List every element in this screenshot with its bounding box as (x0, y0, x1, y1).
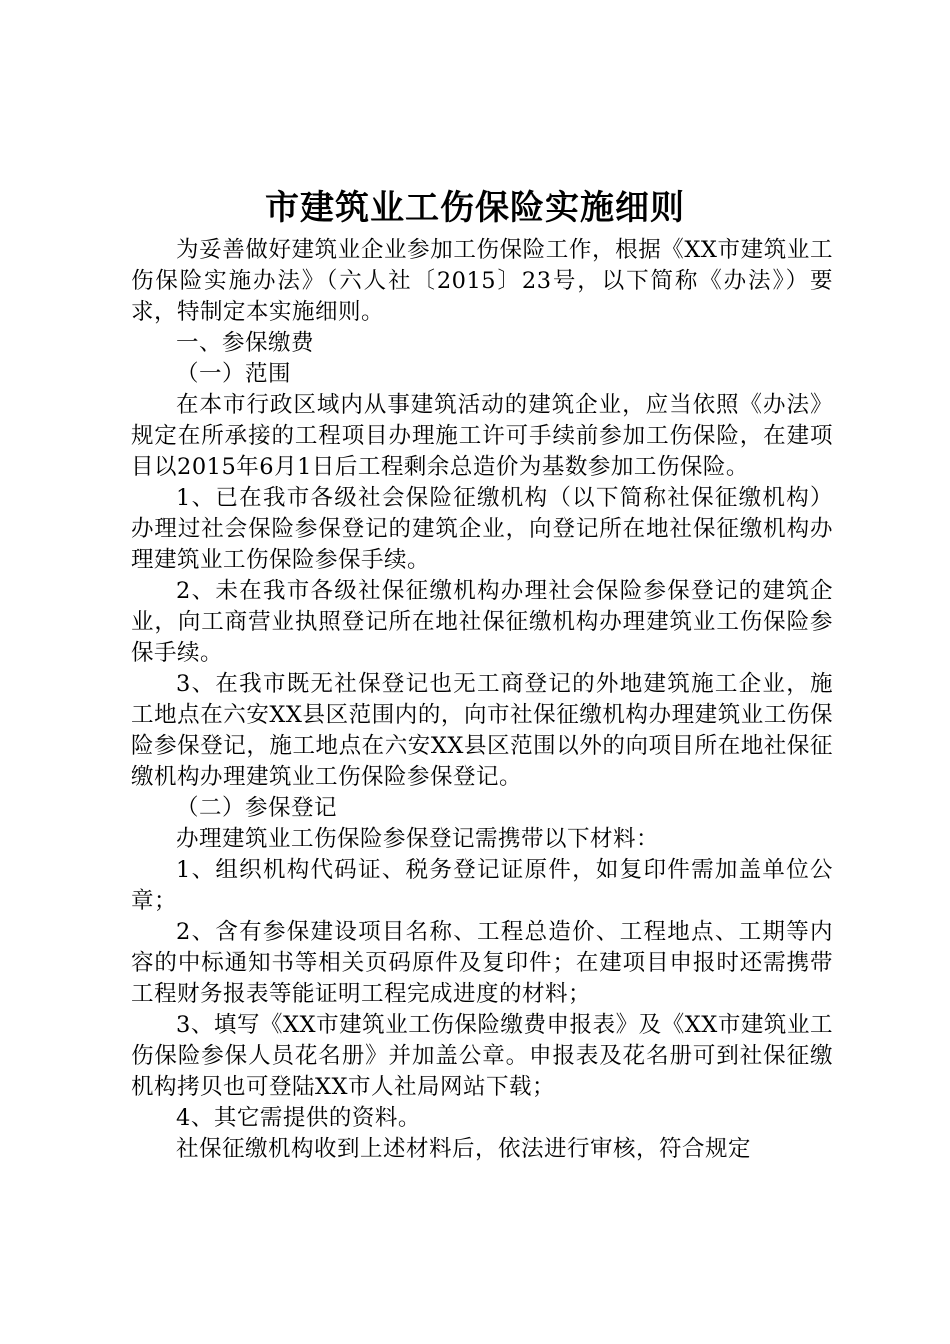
paragraph-scope: 在本市行政区域内从事建筑活动的建筑企业，应当依照《办法》规定在所承接的工程项目办理施工许可手续前参加工伤保险，在建项目以2015年6月1日后工程剩余总造价为基数参加工伤保险。 (131, 392, 833, 480)
list-item-material-3: 3、填写《XX市建筑业工伤保险缴费申报表》及《XX市建筑业工伤保险参保人员花名册》并加盖公章。申报表及花名册可到社保征缴机构拷贝也可登陆XX市人社局网站下载； (131, 1012, 833, 1100)
subsection-heading-registration: （二）参保登记 (176, 795, 338, 821)
paragraph-materials-intro: 办理建筑业工伤保险参保登记需携带以下材料： (176, 826, 660, 852)
list-item-material-2: 2、含有参保建设项目名称、工程总造价、工程地点、工期等内容的中标通知书等相关页码原件及复印件；在建项目申报时还需携带工程财务报表等能证明工程完成进度的材料； (131, 919, 833, 1007)
paragraph-review: 社保征缴机构收到上述材料后，依法进行审核，符合规定 (176, 1136, 752, 1162)
paragraph-intro: 为妥善做好建筑业企业参加工伤保险工作，根据《XX市建筑业工伤保险实施办法》（六人社〔2015〕23号，以下简称《办法》）要求，特制定本实施细则。 (131, 237, 833, 325)
list-item-scope-3: 3、在我市既无社保登记也无工商登记的外地建筑施工企业，施工地点在六安XX县区范围内的，向市社保征缴机构办理建筑业工伤保险参保登记，施工地点在六安XX县区范围以外的向项目所在地社保征缴机构办理建筑业工伤保险参保登记。 (131, 671, 833, 790)
list-item-material-1: 1、组织机构代码证、税务登记证原件，如复印件需加盖单位公章； (131, 857, 833, 914)
section-heading-1: 一、参保缴费 (176, 330, 315, 356)
document-body (131, 235, 833, 1165)
subsection-heading-scope: （一）范围 (176, 361, 292, 387)
list-item-scope-1: 1、已在我市各级社会保险征缴机构（以下简称社保征缴机构）办理过社会保险参保登记的建筑企业，向登记所在地社保征缴机构办理建筑业工伤保险参保手续。 (131, 485, 833, 573)
list-item-scope-2: 2、未在我市各级社保征缴机构办理社会保险参保登记的建筑企业，向工商营业执照登记所在地社保征缴机构办理建筑业工伤保险参保手续。 (131, 578, 833, 666)
list-item-material-4: 4、其它需提供的资料。 (176, 1105, 421, 1131)
document-title: 市建筑业工伤保险实施细则 (265, 188, 685, 228)
